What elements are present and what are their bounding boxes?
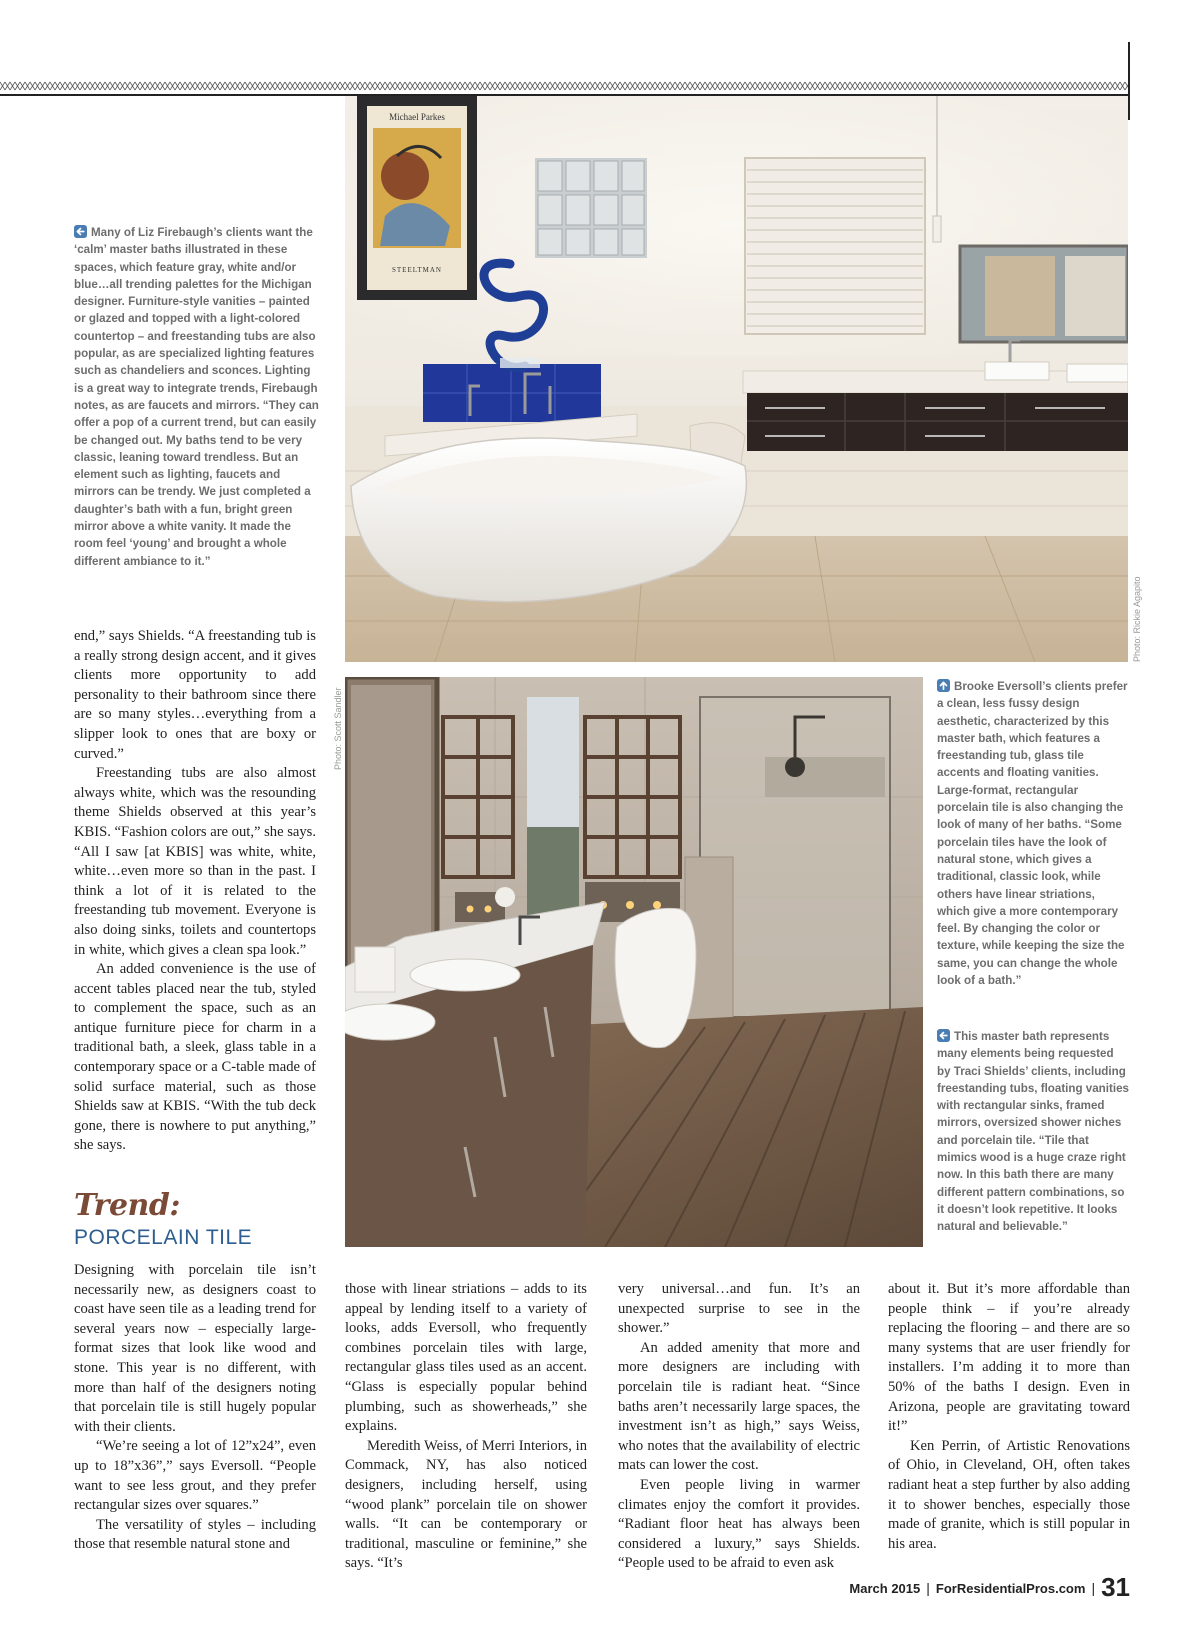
photo-white-bathroom xyxy=(345,96,1128,662)
paragraph: very universal…and fun. It’s an unexpected surprise to see in the shower.” xyxy=(618,1281,860,1337)
page-footer xyxy=(849,1572,1130,1603)
photo-caption-shields xyxy=(937,1028,1129,1236)
footer-separator: | xyxy=(1091,1580,1096,1596)
poster-title: Michael Parkes xyxy=(389,112,445,122)
body-text-column-4 xyxy=(888,1280,1130,1554)
footer-separator: | xyxy=(926,1580,930,1596)
paragraph: The versatility of styles – including those that resemble natural stone and xyxy=(74,1516,316,1553)
decorative-border xyxy=(0,78,1130,94)
photo-caption-eversoll xyxy=(937,678,1129,989)
page-number: 31 xyxy=(1101,1572,1130,1602)
footer-date: March 2015 xyxy=(849,1581,921,1596)
paragraph: end,” says Shields. “A freestanding tub is a really strong design accent, and it gives clients more opportunity to add personality to their bathroom since there are so many styles…everything from a slipper look to ones that are boxy or curved.” xyxy=(74,628,316,762)
photo-caption-firebaugh xyxy=(74,224,320,570)
caption-text: Many of Liz Firebaugh’s clients want the ‘calm’ master baths illustrated in these spaces, which feature gray, white and/or blue…all trending palettes for the Michigan designer. Furniture-style vanities – painted or glazed and topped with a light-colored countertop – and freestanding tubs are also popular, as are specialized lighting features such as chandeliers and sconces. Lighting is a great way to integrate trends, Firebaugh notes, as are faucets and mirrors. “They can offer a pop of a current trend, but can easily be changed out. My baths tend to be very classic, leaning toward trendless. But an element such as lighting, faucets and mirrors can be trendy. We just completed a daughter’s bath with a fun, bright green mirror above a white vanity. It made the room feel ‘young’ and brought a whole different ambiance to it.” xyxy=(74,226,319,568)
body-text-left-column xyxy=(74,627,316,1156)
caption-text: Brooke Eversoll’s clients prefer a clean, less fussy design aesthetic, characterized by this master bath, which features a freestanding tub, glass tile accents and floating vanities. Large-format, rectangular porcelain tile is also changing the look of many of her baths. “Some porcelain tiles have the look of natural stone, which gives a traditional, classic look, while others have linear striations, which give a more contemporary feel. By changing the color or texture, while keeping the size the same, you can change the whole look of a bath.” xyxy=(937,680,1128,988)
photo-credit-sandler: Photo: Scott Sandler xyxy=(333,687,343,770)
body-text-column-3 xyxy=(618,1280,860,1574)
paragraph: An added convenience is the use of accent tables placed near the tub, styled to complement the space, such as an antique furniture piece for charm in a traditional bath, a sleek, glass table in a contemporary space or a C-table made of solid surface material, such as those Shields saw at KBIS. “With the tub deck gone, there is nowhere to put anything,” she says. xyxy=(74,961,316,1154)
paragraph: “We’re seeing a lot of 12”x24”, even up to 18”x36”,” says Eversoll. “People want to see less grout, and they prefer rectangular sizes over squares.” xyxy=(74,1438,316,1514)
footer-site-link[interactable]: ForResidentialPros.com xyxy=(935,1581,1086,1596)
photo-wood-tile-bathroom xyxy=(345,677,923,1247)
paragraph: Designing with porcelain tile isn’t necessarily new, as designers coast to coast have seen tile as a leading trend for several years now – especially large-format sizes that look like wood and stone. This year is no different, with more than half of the designers noting that porcelain tile is still hugely popular with their clients. xyxy=(74,1262,316,1435)
paragraph: An added amenity that more and more designers are including with porcelain tile is radiant heat. “Since baths aren’t necessarily large spaces, the investment isn’t as high,” says Weiss, who notes that the availability of electric mats can lower the cost. xyxy=(618,1339,860,1474)
paragraph: Meredith Weiss, of Merri Interiors, in Commack, NY, has also noticed designers, including herself, using “wood plank” porcelain tile on shower walls. “It can be contemporary or traditional, masculine or feminine,” she says. “It’s xyxy=(345,1437,587,1572)
poster-caption: STEELTMAN xyxy=(392,266,442,274)
border-vertical-rule xyxy=(1128,42,1130,120)
photo-credit-agapito: Photo: Rickie Agapito xyxy=(1132,576,1142,662)
paragraph: Even people living in warmer climates enjoy the comfort it provides. “Radiant floor heat has always been considered a luxury,” says Shields. “People used to be afraid to even ask xyxy=(618,1476,860,1572)
arrow-left-icon xyxy=(937,1029,950,1042)
section-heading-trend: Trend: xyxy=(74,1188,180,1223)
paragraph: about it. But it’s more affordable than people think – if you’re already replacing the flooring – and there are so many systems that are user friendly for installers. I’m adding it to more than 50% of the baths I design. Even in Arizona, people are gravitating toward it!” xyxy=(888,1281,1130,1435)
glass-block-window xyxy=(535,158,647,258)
paragraph: those with linear striations – adds to its appeal by lending itself to a variety of looks, adds Eversoll, who frequently combines porcelain tiles with large, rectangular glass tiles used as an accent. “Glass is especially popular behind plumbing, such as showerheads,” she explains. xyxy=(345,1281,587,1435)
caption-text: This master bath represents many elements being requested by Traci Shields’ clients, including freestanding tubs, floating vanities with rectangular sinks, framed mirrors, oversized shower niches and porcelain tile. “Tile that mimics wood is a huge craze right now. In this bath there are many different pattern combinations, so it doesn’t look repetitive. It looks natural and believable.” xyxy=(937,1030,1129,1234)
body-text-column-1 xyxy=(74,1261,316,1555)
paragraph: Freestanding tubs are also almost always white, which was the resounding theme Shields observed at this year’s KBIS. “Fashion colors are out,” she says. “All I saw [at KBIS] was white, white, white…even more so than in the past. I think a lot of it is related to the freestanding tub movement. Everyone is also doing sinks, toilets and countertops in white, which gives a clean spa look.” xyxy=(74,765,316,958)
body-text-column-2 xyxy=(345,1280,587,1574)
section-subheading: PORCELAIN TILE xyxy=(74,1226,253,1249)
arrow-up-icon xyxy=(937,679,950,692)
arrow-left-icon xyxy=(74,225,87,238)
paragraph: Ken Perrin, of Artistic Renovations of Ohio, in Cleveland, OH, often takes radiant heat a step further by also adding it to shower benches, especially those made of granite, which is still popular in his area. xyxy=(888,1437,1130,1552)
